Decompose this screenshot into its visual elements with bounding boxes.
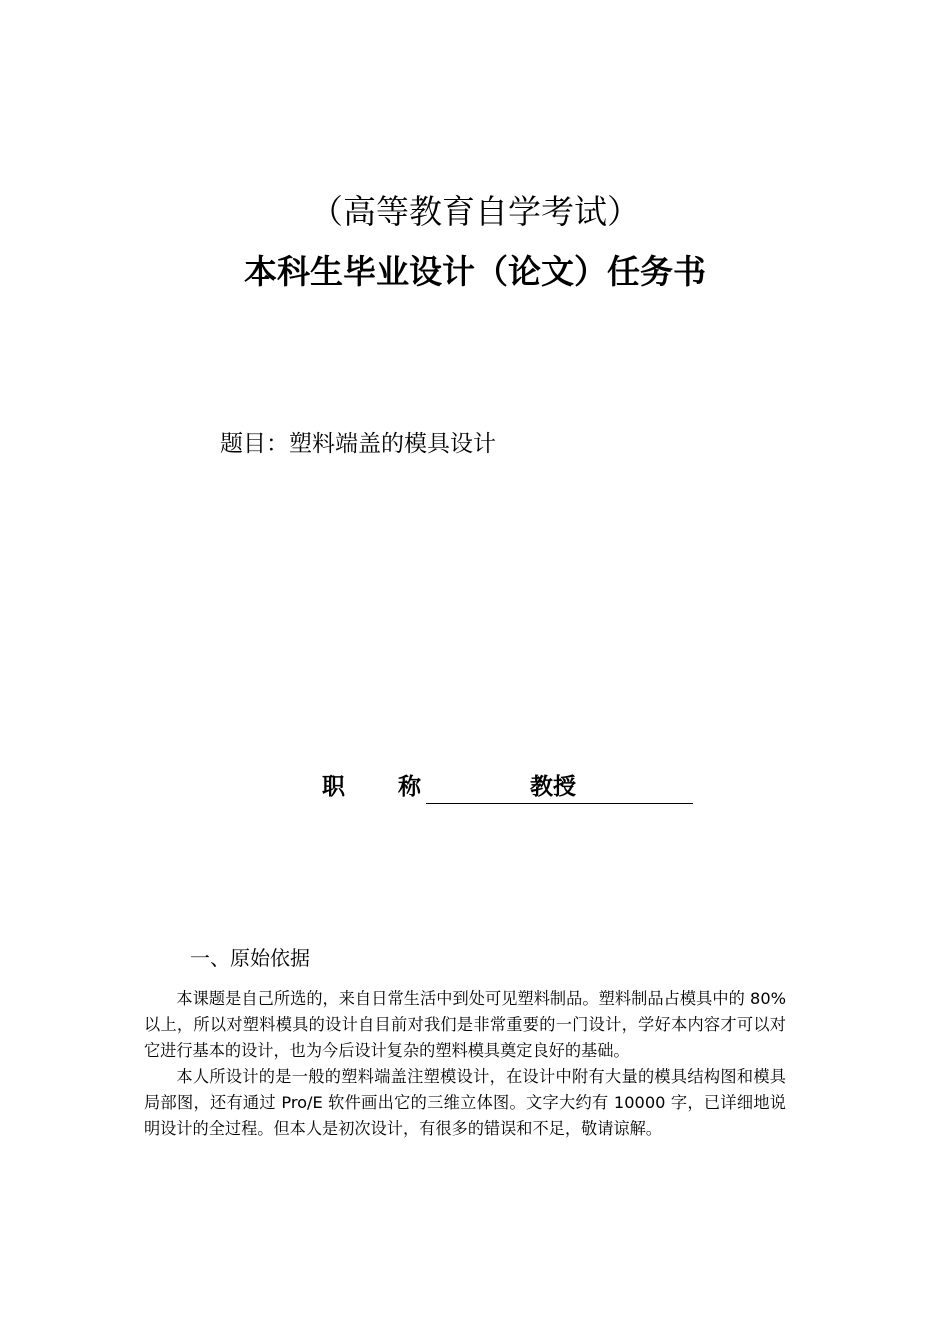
body-paragraph: 本人所设计的是一般的塑料端盖注塑模设计，在设计中附有大量的模具结构图和模具局部图，还有通过 Pro/E 软件画出它的三维立体图。文字大约有 10000 字，已详细地说明设计的全过程。但本人是初次设计，有很多的错误和不足，敬请谅解。 bbox=[144, 1067, 786, 1138]
section-heading-original-basis: 一、原始依据 bbox=[190, 946, 310, 970]
professional-title-label bbox=[322, 770, 426, 804]
professional-title-underline bbox=[426, 773, 693, 804]
professional-title-field bbox=[322, 770, 693, 804]
section-body bbox=[144, 986, 786, 1142]
professional-title-value: 教授 bbox=[530, 774, 576, 800]
professional-title-label-char-2: 称 bbox=[398, 774, 421, 800]
professional-title-label-char-1: 职 bbox=[322, 774, 345, 800]
document-main-title: 本科生毕业设计（论文）任务书 bbox=[244, 252, 706, 291]
document-subtitle: （高等教育自学考试） bbox=[310, 192, 640, 231]
thesis-topic: 题目：塑料端盖的模具设计 bbox=[220, 431, 496, 457]
body-paragraph: 本课题是自己所选的，来自日常生活中到处可见塑料制品。塑料制品占模具中的 80%以上，所以对塑料模具的设计自目前对我们是非常重要的一门设计，学好本内容才可以对它进行基本的设计，也为今后设计复杂的塑料模具奠定良好的基础。 bbox=[144, 989, 786, 1060]
